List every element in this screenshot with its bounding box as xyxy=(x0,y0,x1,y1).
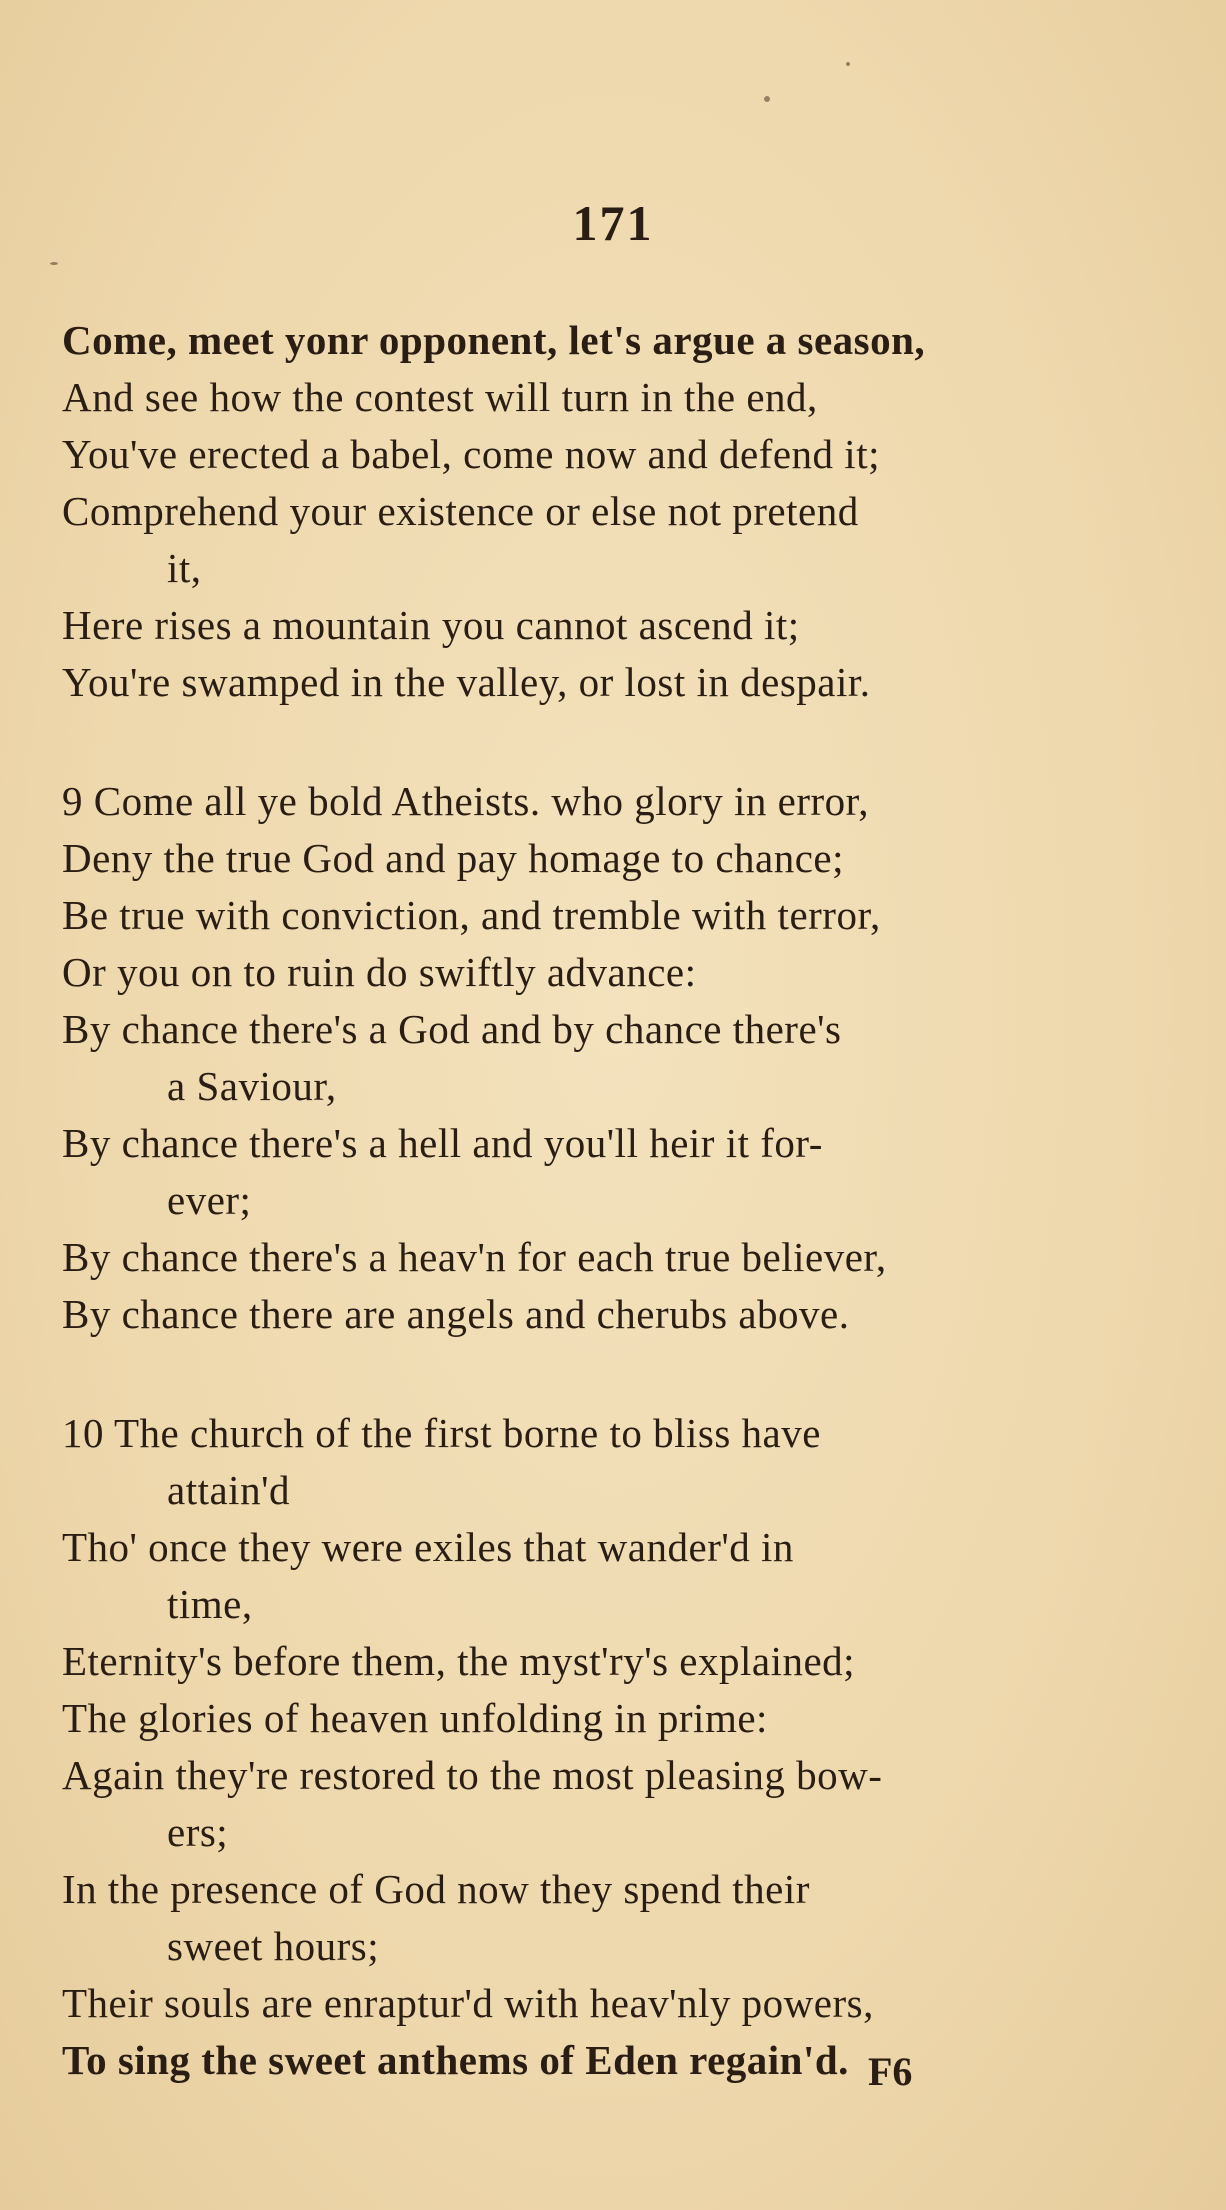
verse-line: 10 The church of the first borne to bliss have xyxy=(62,1410,821,1456)
ink-speck xyxy=(846,62,850,66)
verse-line: time, xyxy=(167,1581,253,1627)
stanza xyxy=(62,312,1192,711)
verse-line: it, xyxy=(167,545,202,591)
verse-line: Deny the true God and pay homage to chance; xyxy=(62,835,845,881)
verse-line: And see how the contest will turn in the end, xyxy=(62,374,818,420)
verse-line: Or you on to ruin do swiftly advance: xyxy=(62,949,697,995)
verse-line: Here rises a mountain you cannot ascend it; xyxy=(62,602,800,648)
verse-line: To sing the sweet anthems of Eden regain'd. xyxy=(62,2037,849,2083)
verse-line: By chance there are angels and cherubs above. xyxy=(62,1291,850,1337)
verse-line: Eternity's before them, the myst'ry's explained; xyxy=(62,1638,856,1684)
verse-line: You've erected a babel, come now and defend it; xyxy=(62,431,880,477)
verse-line: Comprehend your existence or else not pretend xyxy=(62,488,859,534)
verse-line: In the presence of God now they spend their xyxy=(62,1866,810,1912)
verse-line: Their souls are enraptur'd with heav'nly powers, xyxy=(62,1980,874,2026)
ink-speck xyxy=(50,262,58,265)
verse-line: Come, meet yonr opponent, let's argue a season, xyxy=(62,317,926,363)
verse-line: sweet hours; xyxy=(167,1923,380,1969)
verse-line: ever; xyxy=(167,1177,252,1223)
verse-line: Again they're restored to the most pleasing bow- xyxy=(62,1752,883,1798)
stanza xyxy=(62,1405,1192,2089)
hymn-text xyxy=(62,312,1192,2151)
verse-line: By chance there's a heav'n for each true believer, xyxy=(62,1234,887,1280)
signature-mark: F6 xyxy=(868,2049,913,2094)
verse-line: attain'd xyxy=(167,1467,290,1513)
page-number: 171 xyxy=(572,195,654,251)
stanza xyxy=(62,773,1192,1343)
verse-line: By chance there's a God and by chance there's xyxy=(62,1006,842,1052)
ink-speck xyxy=(764,96,770,102)
verse-line: Tho' once they were exiles that wander'd in xyxy=(62,1524,794,1570)
verse-line: ers; xyxy=(167,1809,229,1855)
verse-line: You're swamped in the valley, or lost in despair. xyxy=(62,659,871,705)
verse-line: Be true with conviction, and tremble with terror, xyxy=(62,892,881,938)
verse-line: a Saviour, xyxy=(167,1063,337,1109)
verse-line: The glories of heaven unfolding in prime: xyxy=(62,1695,768,1741)
verse-line: By chance there's a hell and you'll heir it for- xyxy=(62,1120,823,1166)
verse-line: 9 Come all ye bold Atheists. who glory in error, xyxy=(62,778,869,824)
